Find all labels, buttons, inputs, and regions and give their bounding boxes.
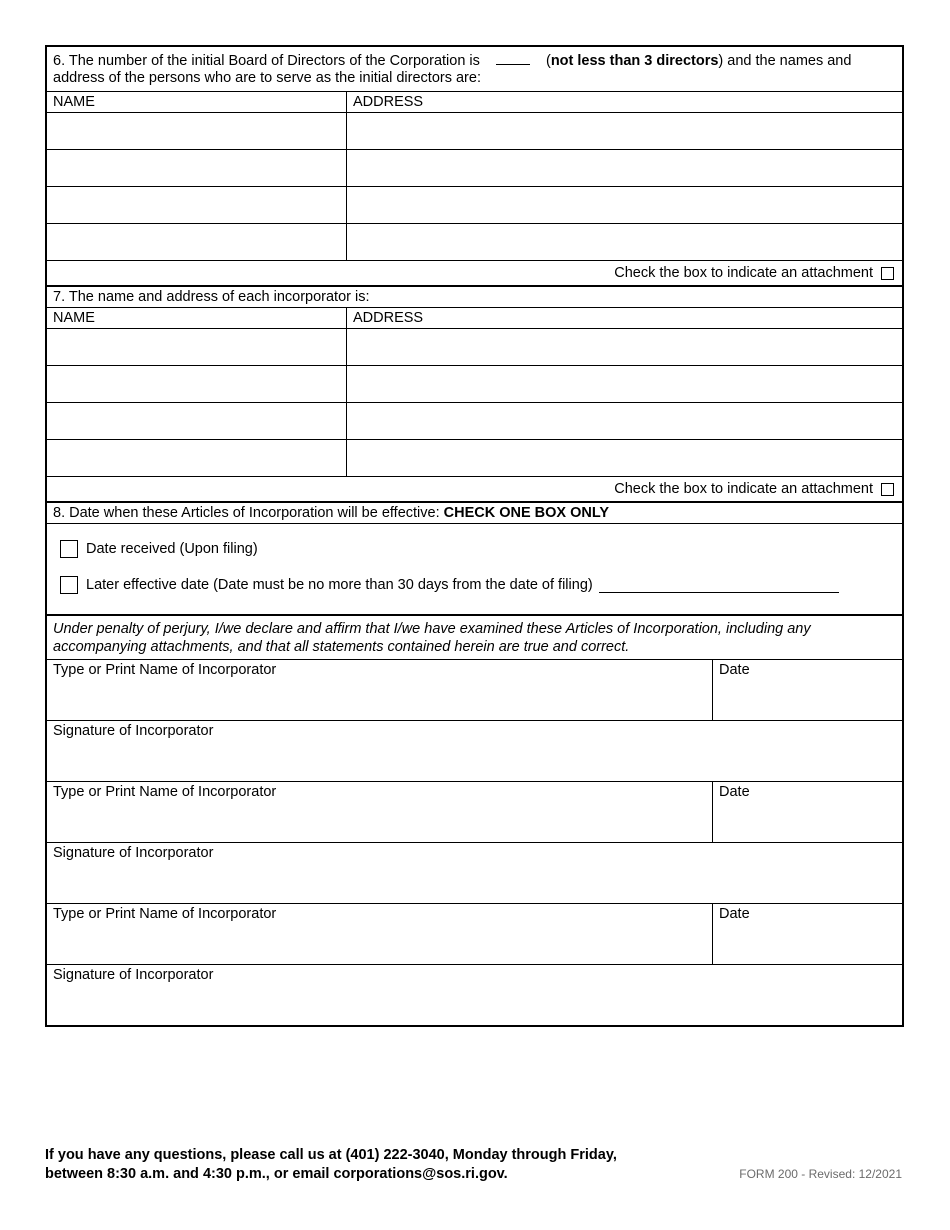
- effective-date-options: [47, 523, 902, 614]
- signature-row: [47, 720, 902, 781]
- director-row: [47, 186, 902, 223]
- later-date-field[interactable]: [599, 578, 839, 593]
- date-field[interactable]: [713, 782, 902, 842]
- signature-field[interactable]: [47, 965, 902, 1025]
- date-field[interactable]: [713, 660, 902, 720]
- director-row: [47, 112, 902, 149]
- date-received-checkbox[interactable]: [60, 540, 78, 558]
- section-8-header: [47, 501, 902, 523]
- director-minimum-note: not less than 3 directors: [550, 53, 719, 69]
- incorporator-row: [47, 439, 902, 476]
- incorporator-address-field[interactable]: [347, 403, 902, 439]
- director-address-field[interactable]: [347, 113, 902, 149]
- incorporator-address-field[interactable]: [347, 440, 902, 476]
- check-one-note: CHECK ONE BOX ONLY: [443, 505, 610, 521]
- option-later-date[interactable]: [60, 576, 839, 594]
- incorporator-name-date-row: [47, 659, 902, 720]
- incorporator-row: [47, 402, 902, 439]
- director-address-field[interactable]: [347, 150, 902, 186]
- incorporators-attachment-row: [47, 476, 902, 501]
- signature-label: Signature of Incorporator: [53, 967, 214, 983]
- signature-field[interactable]: [47, 721, 902, 781]
- footer-line2: between 8:30 a.m. and 4:30 p.m., or email corporations@sos.ri.gov.: [45, 1166, 508, 1182]
- director-count-field[interactable]: [496, 51, 530, 65]
- footer-line1: If you have any questions, please call us at (401) 222-3040, Monday through Friday,: [45, 1147, 617, 1163]
- date-label: Date: [719, 662, 750, 678]
- signature-row: [47, 964, 902, 1025]
- contact-footer: [45, 1146, 617, 1184]
- incorporator-name-field[interactable]: [47, 366, 347, 402]
- incorporator-name-field[interactable]: [47, 329, 347, 365]
- date-label: Date: [719, 784, 750, 800]
- directors-address-header: ADDRESS: [353, 94, 424, 110]
- date-received-label: Date received (Upon filing): [86, 541, 258, 557]
- print-name-label: Type or Print Name of Incorporator: [53, 906, 277, 922]
- directors-header-row: [47, 91, 902, 112]
- incorporator-row: [47, 365, 902, 402]
- later-date-checkbox[interactable]: [60, 576, 78, 594]
- incorporator-name-field[interactable]: [47, 440, 347, 476]
- incorporator-name-date-row: [47, 903, 902, 964]
- section-8-heading: 8. Date when these Articles of Incorporation will be effective:: [53, 505, 440, 521]
- option-date-received[interactable]: [60, 540, 258, 558]
- director-name-field[interactable]: [47, 224, 347, 260]
- incorporators-attachment-label: Check the box to indicate an attachment: [614, 481, 873, 497]
- later-date-label: Later effective date (Date must be no more than 30 days from the date of filing): [86, 577, 593, 593]
- director-address-field[interactable]: [347, 187, 902, 223]
- director-row: [47, 149, 902, 186]
- incorporator-name-date-row: [47, 781, 902, 842]
- incorporator-address-field[interactable]: [347, 366, 902, 402]
- director-name-field[interactable]: [47, 150, 347, 186]
- director-name-field[interactable]: [47, 187, 347, 223]
- section-7-heading: 7. The name and address of each incorporator is:: [53, 289, 370, 305]
- print-name-label: Type or Print Name of Incorporator: [53, 784, 277, 800]
- signature-label: Signature of Incorporator: [53, 845, 214, 861]
- incorporators-header-row: [47, 307, 902, 328]
- director-name-field[interactable]: [47, 113, 347, 149]
- date-label: Date: [719, 906, 750, 922]
- incorporators-attachment-checkbox[interactable]: [881, 483, 894, 496]
- directors-attachment-checkbox[interactable]: [881, 267, 894, 280]
- section-7-header: [47, 285, 902, 307]
- declaration-line1: Under penalty of perjury, I/we declare and affirm that I/we have examined these Articles of Incorporation, including any: [53, 621, 811, 637]
- directors-attachment-label: Check the box to indicate an attachment: [614, 265, 873, 281]
- incorporators-name-header: NAME: [47, 308, 347, 328]
- incorporator-row: [47, 328, 902, 365]
- directors-name-header: NAME: [47, 92, 347, 112]
- incorporator-name-field[interactable]: [47, 403, 347, 439]
- section-6-text: 6. The number of the initial Board of Directors of the Corporation is: [53, 53, 480, 69]
- signature-label: Signature of Incorporator: [53, 723, 214, 739]
- signature-field[interactable]: [47, 843, 902, 903]
- date-field[interactable]: [713, 904, 902, 964]
- director-row: [47, 223, 902, 260]
- articles-form: [45, 45, 904, 1027]
- section-6-header: 6. The number of the initial Board of Directors of the Corporation is (not less than 3 directors) and the names and address of the persons who are to serve as the initial directors are:: [53, 53, 852, 86]
- declaration-line2: accompanying attachments, and that all statements contained herein are true and correct.: [53, 639, 630, 655]
- section-6-text-line2: address of the persons who are to serve as the initial directors are:: [53, 70, 481, 86]
- director-address-field[interactable]: [347, 224, 902, 260]
- print-name-label: Type or Print Name of Incorporator: [53, 662, 277, 678]
- print-name-field[interactable]: [47, 904, 713, 964]
- declaration-row: [47, 614, 902, 659]
- directors-attachment-row: [47, 260, 902, 285]
- signature-row: [47, 842, 902, 903]
- incorporators-address-header: ADDRESS: [353, 310, 424, 326]
- print-name-field[interactable]: [47, 782, 713, 842]
- incorporator-address-field[interactable]: [347, 329, 902, 365]
- form-revision-label: FORM 200 - Revised: 12/2021: [739, 1167, 902, 1181]
- print-name-field[interactable]: [47, 660, 713, 720]
